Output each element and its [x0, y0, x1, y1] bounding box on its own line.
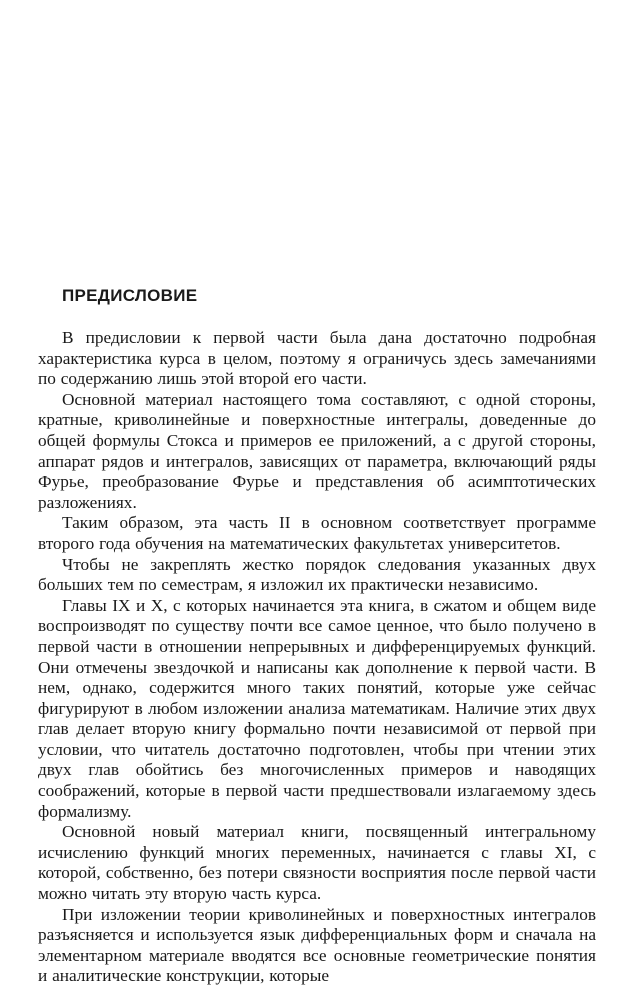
paragraph-4: Чтобы не закреплять жестко порядок следования указанных двух больших тем по семестрам, я изложил их практически независимо. [38, 554, 596, 595]
paragraph-1: В предисловии к первой части была дана достаточно подробная характеристика курса в целом, поэтому я ограничусь здесь замечаниями по содержанию лишь этой второй его части. [38, 328, 596, 389]
body-text [38, 328, 596, 987]
paragraph-6: Основной новый материал книги, посвященный интегральному исчислению функций многих переменных, начинается с главы XI, с которой, собственно, без потери связности восприятия после первой части можно читать эту вторую часть курса. [38, 822, 596, 904]
paragraph-2: Основной материал настоящего тома составляют, с одной стороны, кратные, криволинейные и поверхностные интегралы, доведенные до общей формулы Стокса и примеров ее приложений, а с другой стороны, аппарат рядов и интегралов, зависящих от параметра, включающий ряды Фурье, преобразование Фурье и представления об асимптотических разложениях. [38, 389, 596, 512]
paragraph-5: Главы IX и X, с которых начинается эта книга, в сжатом и общем виде воспроизводят по существу почти все самое ценное, что было получено в первой части в отношении непрерывных и дифференцируемых функций. Они отмечены звездочкой и написаны как дополнение к первой части. В нем, однако, содержится много таких понятий, которые уже сейчас фигурируют в любом изложении анализа математикам. Наличие этих двух глав делает вторую книгу формально почти независимой от первой при условии, что читатель достаточно подготовлен, чтобы при чтении этих двух глав обойтись без многочисленных примеров и наводящих соображений, которые в первой части предшествовали излагаемому здесь формализму. [38, 595, 596, 821]
paragraph-3: Таким образом, эта часть II в основном соответствует программе второго года обучения на математических факультетах университетов. [38, 513, 596, 553]
paragraph-7: При изложении теории криволинейных и поверхностных интегралов разъясняется и используется язык дифференциальных форм и сначала на элементарном материале вводятся все основные геометрические понятия и аналитические конструкции, которые [38, 904, 596, 986]
section-heading: ПРЕДИСЛОВИЕ [62, 286, 198, 305]
